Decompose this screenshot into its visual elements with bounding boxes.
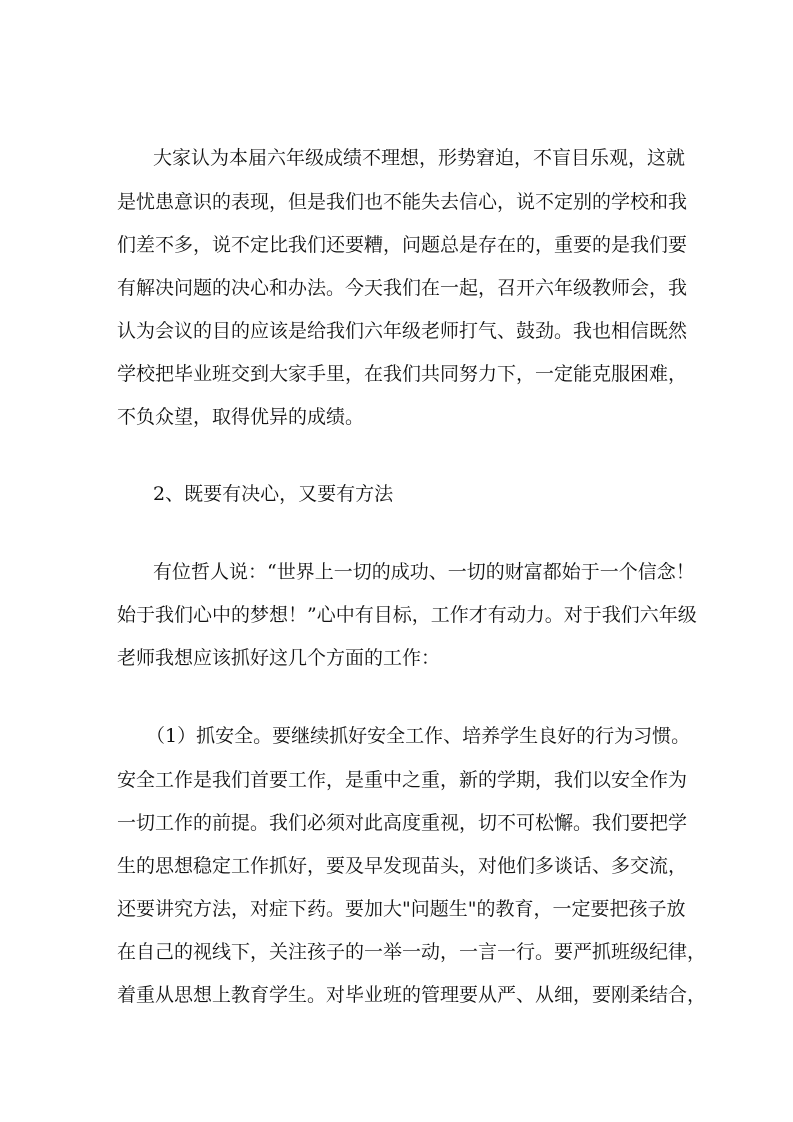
paragraph-1-line-6: 学校把毕业班交到大家手里，在我们共同努力下，一定能克服困难， xyxy=(117,363,688,385)
paragraph-2-line-2: 始于我们心中的梦想！”心中有目标，工作才有动力。对于我们六年级 xyxy=(117,604,697,626)
paragraph-2-line-3: 老师我想应该抓好这几个方面的工作： xyxy=(117,647,441,669)
paragraph-1-line-1: 大家认为本届六年级成绩不理想，形势窘迫，不盲目乐观，这就 xyxy=(153,147,686,169)
paragraph-3-line-7: 着重从思想上教育学生。对毕业班的管理要从严、从细，要刚柔结合， xyxy=(117,984,707,1006)
paragraph-3-line-3: 一切工作的前提。我们必须对此高度重视，切不可松懈。我们要把学 xyxy=(117,812,688,834)
paragraph-1-line-7: 不负众望，取得优异的成绩。 xyxy=(117,406,365,428)
paragraph-1-line-3: 们差不多，说不定比我们还要糟，问题总是存在的，重要的是我们要 xyxy=(117,234,688,256)
paragraph-1-line-5: 认为会议的目的应该是给我们六年级老师打气、鼓劲。我也相信既然 xyxy=(117,320,688,342)
paragraph-3-line-4: 生的思想稳定工作抓好，要及早发现苗头，对他们多谈话、多交流， xyxy=(117,855,688,877)
paragraph-2-line-1: 有位哲人说：“世界上一切的成功、一切的财富都始于一个信念！ xyxy=(153,561,695,583)
paragraph-3-line-1: （1）抓安全。要继续抓好安全工作、培养学生良好的行为习惯。 xyxy=(146,725,691,747)
paragraph-3-line-6: 在自己的视线下，关注孩子的一举一动，一言一行。要严抓班级纪律， xyxy=(117,941,707,963)
paragraph-1-line-4: 有解决问题的决心和办法。今天我们在一起，召开六年级教师会，我 xyxy=(117,277,688,299)
section-heading-2: 2、既要有决心，又要有方法 xyxy=(153,483,394,505)
paragraph-3-line-5: 还要讲究方法，对症下药。要加大"问题生"的教育，一定要把孩子放 xyxy=(117,898,686,920)
paragraph-1-line-2: 是忧患意识的表现，但是我们也不能失去信心，说不定别的学校和我 xyxy=(117,191,688,213)
paragraph-3-line-2: 安全工作是我们首要工作，是重中之重，新的学期，我们以安全作为 xyxy=(117,769,688,791)
